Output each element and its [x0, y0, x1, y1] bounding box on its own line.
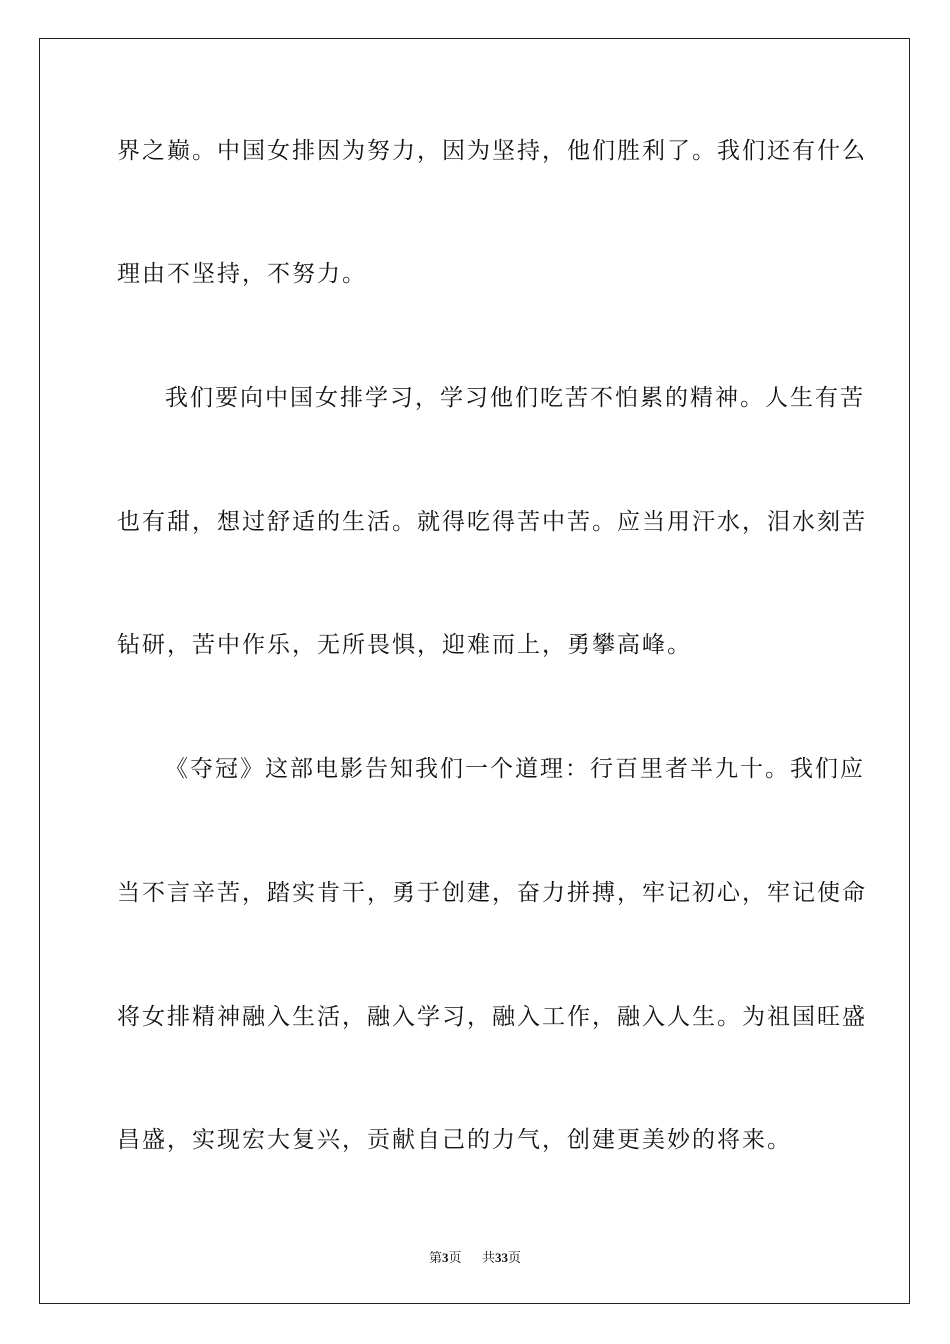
page-suffix: 页 — [448, 1250, 462, 1265]
total-suffix: 页 — [508, 1250, 522, 1265]
text-line: 理由不坚持，不努力。 — [117, 261, 367, 287]
text-line: 界之巅。中国女排因为努力，因为坚持，他们胜利了。我们还有什么 — [117, 138, 867, 164]
text-line: 《夺冠》这部电影告知我们一个道理：行百里者半九十。我们应 — [165, 756, 865, 782]
text-line: 也有甜，想过舒适的生活。就得吃得苦中苦。应当用汗水，泪水刻苦 — [117, 509, 867, 535]
total-pages: 33 — [495, 1250, 509, 1265]
text-line: 昌盛，实现宏大复兴，贡献自己的力气，创建更美妙的将来。 — [117, 1127, 792, 1153]
text-line: 我们要向中国女排学习，学习他们吃苦不怕累的精神。人生有苦 — [165, 385, 865, 411]
text-line: 钻研，苦中作乐，无所畏惧，迎难而上，勇攀高峰。 — [117, 632, 692, 658]
page-footer — [0, 1247, 950, 1266]
page-number: 3 — [441, 1250, 449, 1265]
text-line: 当不言辛苦，踏实肯干，勇于创建，奋力拼搏，牢记初心，牢记使命 — [117, 880, 867, 906]
total-prefix: 共 — [482, 1250, 496, 1265]
page-prefix: 第 — [428, 1250, 442, 1265]
text-line: 将女排精神融入生活，融入学习，融入工作，融入人生。为祖国旺盛 — [117, 1004, 867, 1030]
page-border — [39, 38, 910, 1304]
